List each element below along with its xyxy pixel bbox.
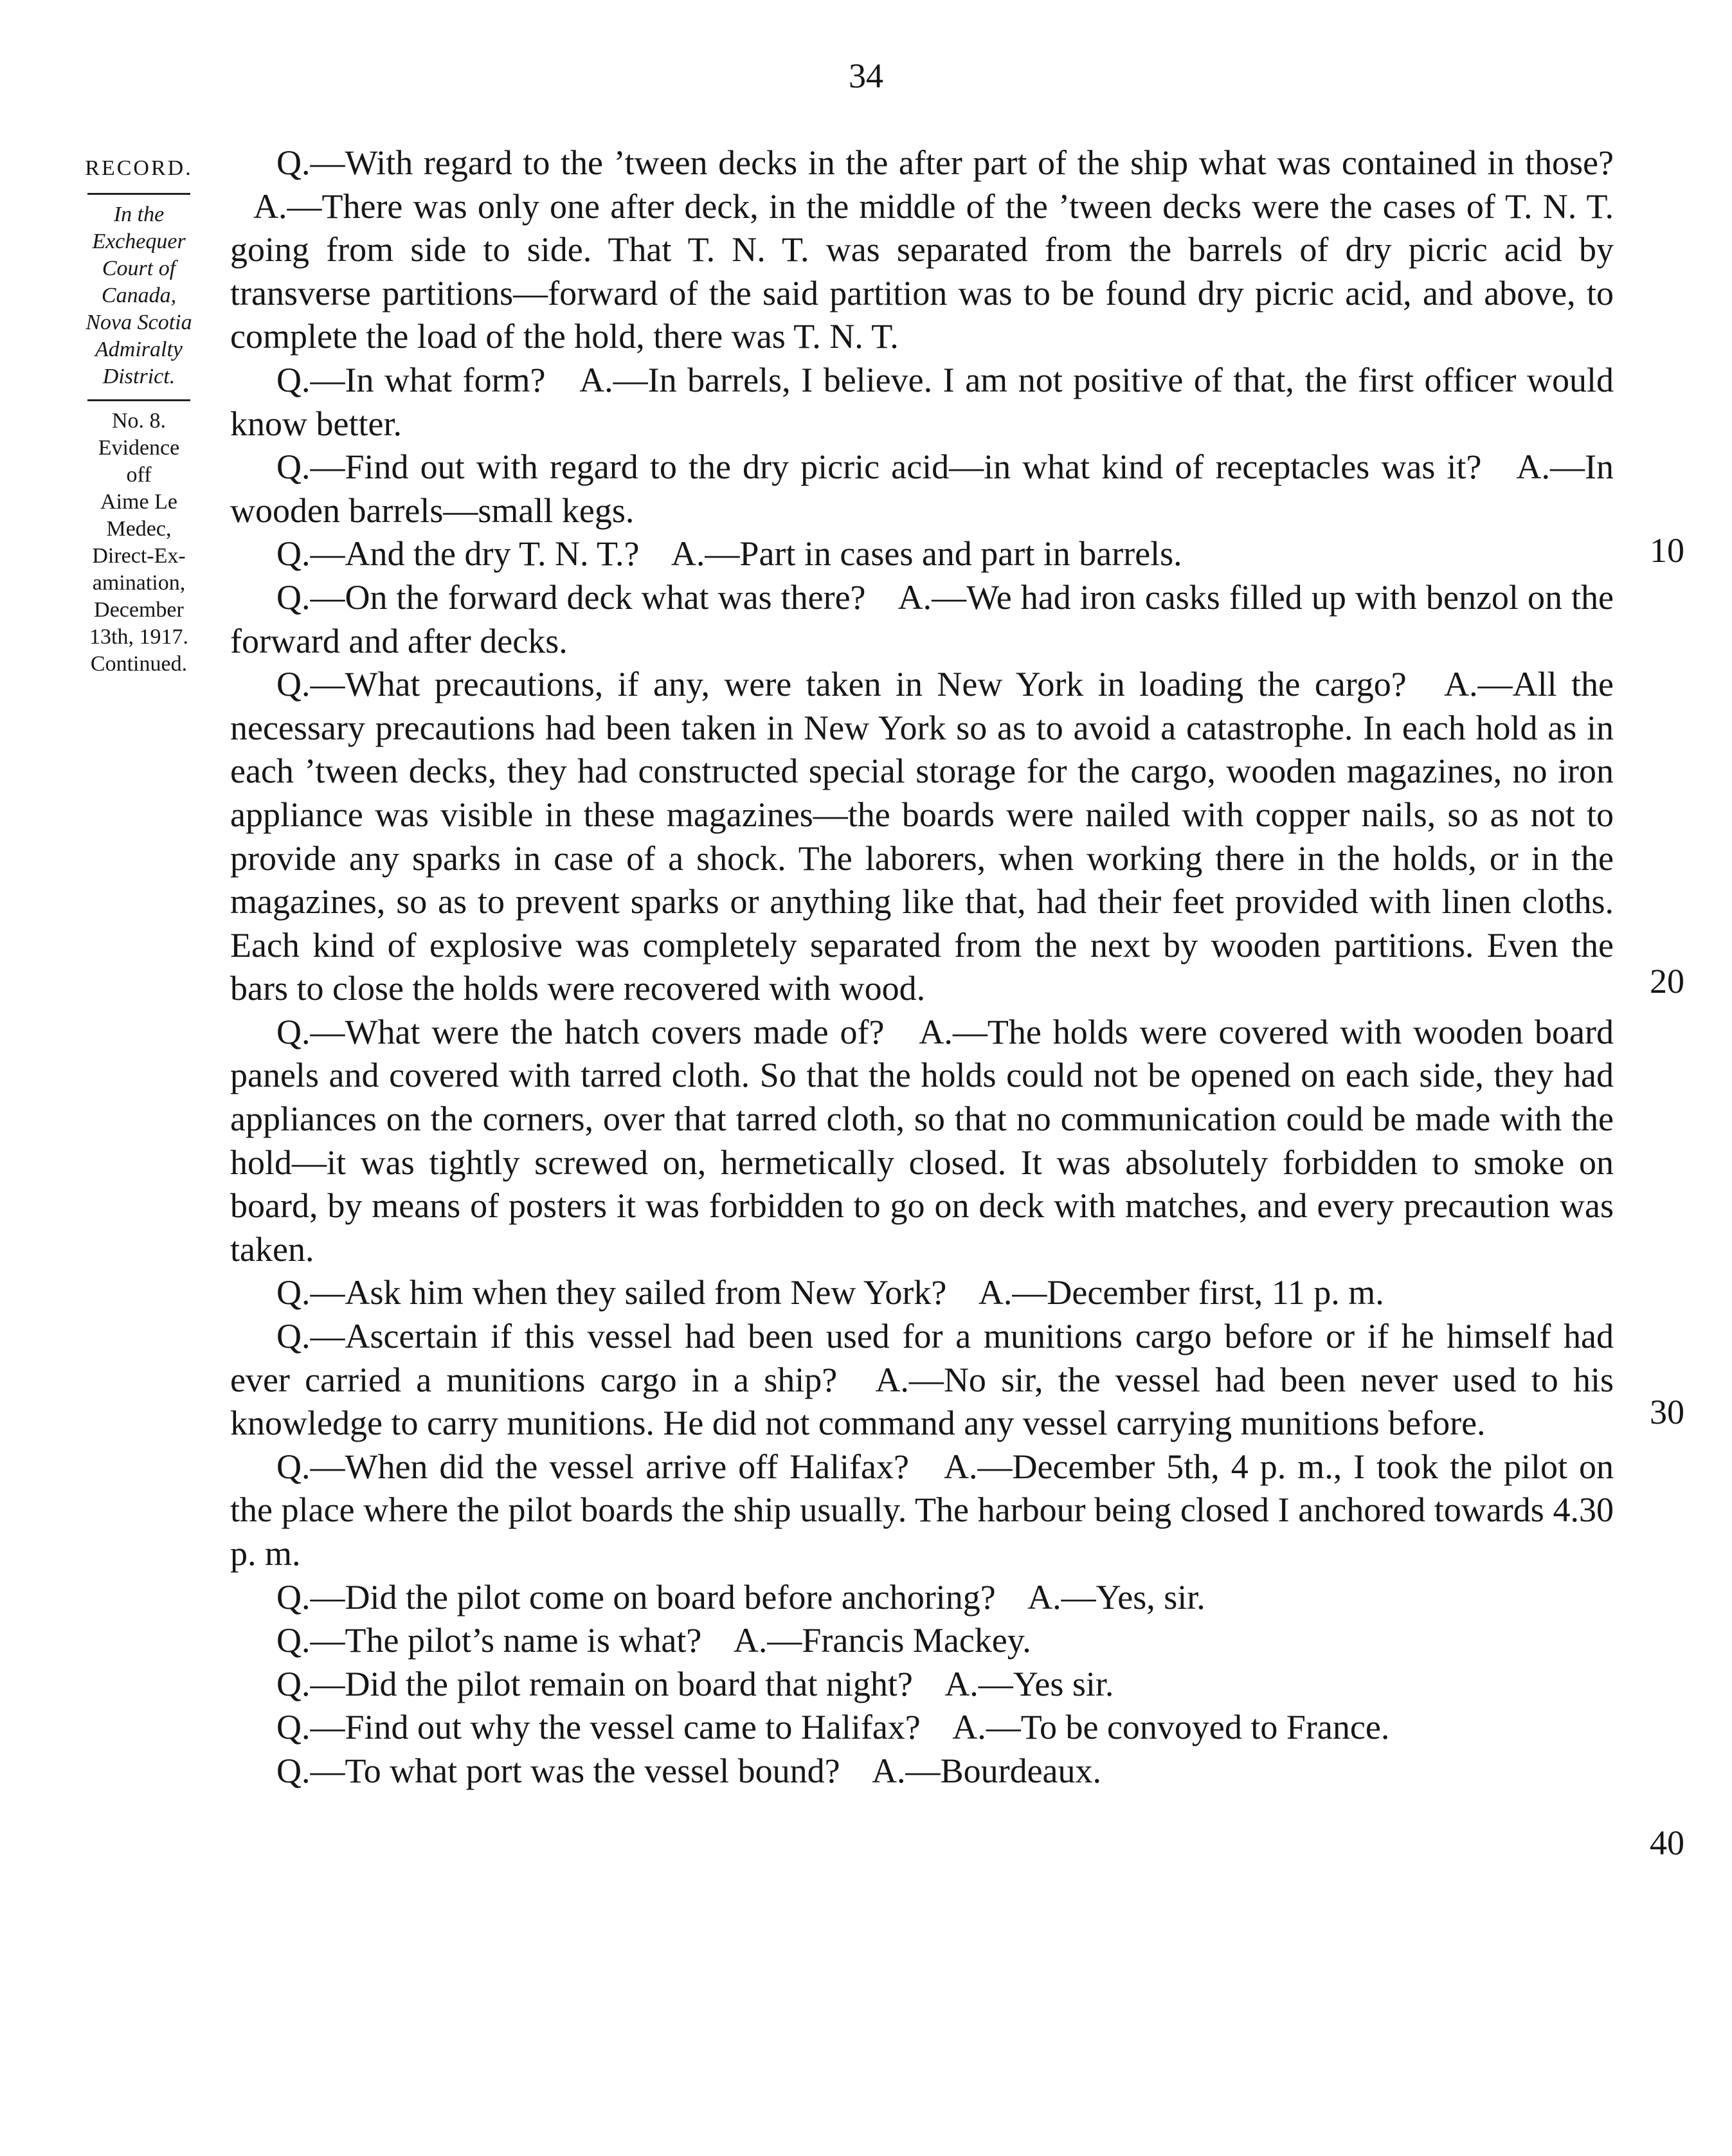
question-text: Did the pilot remain on board that night?	[345, 1664, 913, 1703]
qa-paragraph	[230, 1445, 1614, 1576]
question-label: Q.—	[276, 360, 345, 399]
question-label: Q.—	[276, 1317, 345, 1356]
question-label: Q.—	[276, 1708, 345, 1747]
qa-paragraph	[230, 1706, 1614, 1750]
testimony-text	[230, 141, 1614, 1793]
question-text: What precautions, if any, were taken in New York in loading the cargo?	[345, 665, 1407, 704]
court-line: Nova Scotia	[86, 311, 192, 334]
court-line: Admiralty	[95, 338, 183, 361]
question-label: Q.—	[276, 1012, 345, 1051]
line-number: 40	[1650, 1824, 1684, 1862]
answer-text: Bourdeaux.	[940, 1751, 1101, 1790]
question-text: Find out why the vessel came to Halifax?	[345, 1708, 921, 1747]
question-text: Ascertain if this vessel had been used for a munitions cargo before or if he himself had ever carried a munitions cargo in a ship?	[230, 1317, 1614, 1399]
line-number: 20	[1650, 962, 1684, 1001]
answer-label: A.—	[733, 1621, 802, 1660]
question-text: To what port was the vessel bound?	[345, 1751, 840, 1790]
question-label: Q.—	[276, 1273, 345, 1312]
court-line: District.	[102, 365, 176, 388]
answer-text: Part in cases and part in barrels.	[739, 534, 1182, 574]
exhibit-line: Medec,	[106, 517, 172, 541]
answer-text: There was only one after deck, in the middle of the ’tween decks were the cases of T. N. T. going from side to side. That T. N. T. was separated from the barrels of dry picric acid by transverse partitions—forward of the said partition was to be found dry picric acid, and above, to complete the load of the hold, there was T. N. T.	[230, 186, 1614, 356]
qa-paragraph	[230, 532, 1614, 576]
question-text: With regard to the ’tween decks in the after part of the ship what was contained in those?	[345, 143, 1614, 182]
question-text: What were the hatch covers made of?	[345, 1012, 885, 1051]
qa-paragraph	[230, 576, 1614, 663]
question-text: Ask him when they sailed from New York?	[345, 1273, 947, 1312]
court-line: Exchequer	[92, 230, 186, 253]
qa-paragraph	[230, 359, 1614, 446]
answer-text: Yes sir.	[1013, 1664, 1114, 1703]
answer-label: A.—	[579, 360, 648, 399]
answer-text: Francis Mackey.	[802, 1621, 1031, 1660]
exhibit-line: Evidence	[98, 436, 180, 460]
answer-label: A.—	[253, 186, 322, 226]
court-line: In the	[113, 203, 165, 226]
answer-text: To be convoyed to France.	[1020, 1708, 1390, 1747]
answer-label: A.—	[1444, 665, 1513, 704]
answer-label: A.—	[872, 1751, 941, 1790]
exhibit-line: December	[94, 598, 184, 622]
answer-label: A.—	[978, 1273, 1047, 1312]
qa-paragraph	[230, 1315, 1614, 1445]
question-text: On the forward deck what was there?	[345, 577, 866, 617]
qa-paragraph	[230, 663, 1614, 1011]
margin-rule	[87, 399, 190, 401]
answer-text: No sir, the vessel had been never used to his knowledge to carry munitions. He did not command any vessel carrying munitions before.	[230, 1360, 1614, 1443]
answer-label: A.—	[944, 1664, 1013, 1703]
exhibit-line: Continued.	[90, 652, 188, 676]
question-text: Did the pilot come on board before anchoring?	[345, 1577, 996, 1617]
answer-label: A.—	[1027, 1577, 1096, 1617]
exhibit-line: No. 8.	[111, 409, 167, 433]
court-line: Court of	[102, 257, 176, 280]
qa-paragraph	[230, 446, 1614, 532]
exhibit-line: 13th, 1917.	[89, 625, 188, 649]
answer-text: In wooden barrels—small kegs.	[230, 448, 1614, 530]
answer-text: The holds were covered with wooden board panels and covered with tarred cloth. So that the holds could not be opened on each side, they had appliances on the corners, over that tarred cloth, so that no communication could be made with the hold—it was tightly screwed on, hermetically closed. It was absolutely forbidden to smoke on board, by means of posters it was forbidden to go on deck with matches, and every precaution was taken.	[230, 1012, 1614, 1269]
qa-paragraph	[230, 141, 1614, 359]
answer-label: A.—	[898, 577, 967, 617]
exhibit-line: Aime Le	[100, 490, 177, 514]
question-label: Q.—	[276, 1447, 345, 1486]
question-label: Q.—	[276, 534, 345, 574]
record-heading: RECORD.	[85, 156, 193, 180]
line-number: 30	[1650, 1393, 1684, 1431]
qa-paragraph	[230, 1011, 1614, 1272]
exhibit-line: Direct-Ex-	[92, 544, 186, 568]
question-text: And the dry T. N. T.?	[345, 534, 640, 574]
question-text: In what form?	[345, 360, 546, 399]
question-text: Find out with regard to the dry picric acid—in what kind of receptacles was it?	[345, 448, 1482, 487]
answer-text: In barrels, I believe. I am not positive of that, the first officer would know better.	[230, 360, 1614, 443]
qa-paragraph	[230, 1619, 1614, 1663]
exhibit-line: off	[126, 463, 152, 487]
question-label: Q.—	[276, 143, 345, 182]
answer-text: All the necessary precautions had been taken in New York so as to avoid a catastrophe. In each hold as in each ’tween decks, they had constructed special storage for the cargo, wooden magazines, no iron appliance was visible in these magazines—the boards were nailed with copper nails, so as not to provide any sparks in case of a shock. The laborers, when working there in the holds, or in the magazines, so as to prevent sparks or anything like that, had their feet provided with linen cloths. Each kind of explosive was completely separated from the next by wooden partitions. Even the bars to close the holds were recovered with wood.	[230, 665, 1614, 1008]
answer-text: December 5th, 4 p. m., I took the pilot on the place where the pilot boards the ship usually. The harbour being closed I anchored towards 4.30 p. m.	[230, 1447, 1614, 1573]
question-label: Q.—	[276, 665, 345, 704]
answer-label: A.—	[952, 1708, 1021, 1747]
question-label: Q.—	[276, 1621, 345, 1660]
question-label: Q.—	[276, 1751, 345, 1790]
qa-paragraph	[230, 1750, 1614, 1793]
question-label: Q.—	[276, 1664, 345, 1703]
question-text: When did the vessel arrive off Halifax?	[345, 1447, 909, 1486]
exhibit-line: amination,	[92, 571, 186, 595]
margin-note	[62, 153, 216, 678]
answer-label: A.—	[875, 1360, 944, 1399]
qa-paragraph	[230, 1271, 1614, 1315]
answer-label: A.—	[671, 534, 740, 574]
margin-rule	[87, 193, 190, 195]
question-label: Q.—	[276, 448, 345, 487]
court-line: Canada,	[101, 284, 177, 307]
answer-label: A.—	[919, 1012, 988, 1051]
question-label: Q.—	[276, 1577, 345, 1617]
qa-paragraph	[230, 1576, 1614, 1620]
page-number: 34	[849, 57, 883, 95]
qa-paragraph	[230, 1663, 1614, 1707]
answer-text: Yes, sir.	[1096, 1577, 1205, 1617]
answer-label: A.—	[943, 1447, 1013, 1486]
answer-text: December first, 11 p. m.	[1047, 1273, 1384, 1312]
question-label: Q.—	[276, 577, 345, 617]
question-text: The pilot’s name is what?	[345, 1621, 702, 1660]
answer-label: A.—	[1516, 448, 1585, 487]
line-number: 10	[1650, 531, 1684, 570]
answer-text: We had iron casks filled up with benzol on the forward and after decks.	[230, 577, 1614, 660]
